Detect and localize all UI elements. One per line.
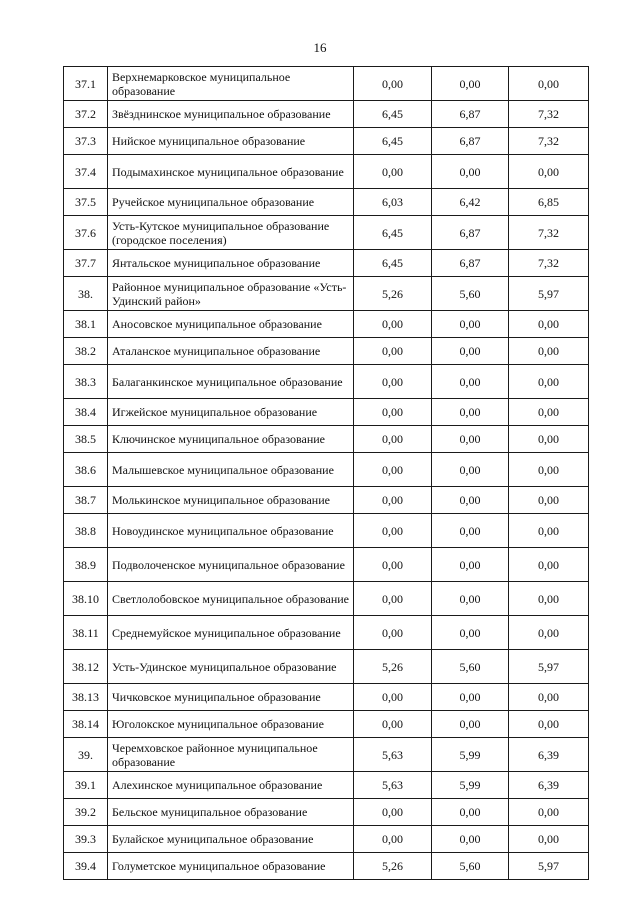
value-3: 0,00 [509,365,589,399]
municipality-name: Верхнемарковское муниципальное образование [108,67,354,101]
table-row [64,616,589,650]
value-2: 0,00 [432,453,509,487]
value-3: 0,00 [509,155,589,189]
row-number: 38.3 [64,365,108,399]
value-2: 6,42 [432,189,509,216]
value-3: 0,00 [509,826,589,853]
table-row [64,738,589,772]
table-row [64,772,589,799]
municipality-name: Алехинское муниципальное образование [108,772,354,799]
value-3: 0,00 [509,799,589,826]
value-3: 6,39 [509,772,589,799]
row-number: 38.14 [64,711,108,738]
value-1: 6,45 [354,101,432,128]
page-number: 16 [313,40,327,55]
table-row [64,277,589,311]
value-1: 0,00 [354,616,432,650]
value-1: 0,00 [354,684,432,711]
value-2: 0,00 [432,548,509,582]
value-1: 0,00 [354,67,432,101]
value-3: 5,97 [509,853,589,880]
table-row [64,338,589,365]
municipality-name: Новоудинское муниципальное образование [108,514,354,548]
table-row [64,487,589,514]
value-3: 0,00 [509,582,589,616]
value-2: 0,00 [432,399,509,426]
table-row [64,582,589,616]
value-2: 0,00 [432,684,509,711]
row-number: 39.1 [64,772,108,799]
row-number: 39. [64,738,108,772]
municipality-name: Ручейское муниципальное образование [108,189,354,216]
value-2: 6,87 [432,128,509,155]
data-table [63,66,589,880]
row-number: 37.6 [64,216,108,250]
value-3: 0,00 [509,684,589,711]
value-3: 0,00 [509,616,589,650]
municipality-name: Игжейское муниципальное образование [108,399,354,426]
municipality-name: Балаганкинское муниципальное образование [108,365,354,399]
value-2: 0,00 [432,155,509,189]
value-1: 5,63 [354,772,432,799]
municipality-name: Светлолобовское муниципальное образование [108,582,354,616]
value-3: 7,32 [509,250,589,277]
value-3: 5,97 [509,650,589,684]
table-row [64,67,589,101]
table-row [64,311,589,338]
row-number: 38.11 [64,616,108,650]
value-1: 0,00 [354,426,432,453]
value-3: 5,97 [509,277,589,311]
value-2: 0,00 [432,426,509,453]
row-number: 38. [64,277,108,311]
row-number: 38.5 [64,426,108,453]
value-3: 0,00 [509,67,589,101]
table-row [64,399,589,426]
municipality-name: Молькинское муниципальное образование [108,487,354,514]
table-row [64,548,589,582]
table-row [64,453,589,487]
row-number: 38.1 [64,311,108,338]
value-3: 6,85 [509,189,589,216]
value-1: 0,00 [354,711,432,738]
value-1: 6,03 [354,189,432,216]
table-row [64,128,589,155]
municipality-name: Малышевское муниципальное образование [108,453,354,487]
value-1: 0,00 [354,826,432,853]
value-2: 6,87 [432,250,509,277]
table-row [64,514,589,548]
row-number: 38.8 [64,514,108,548]
row-number: 38.12 [64,650,108,684]
value-2: 0,00 [432,365,509,399]
municipality-name: Звёзднинское муниципальное образование [108,101,354,128]
value-3: 7,32 [509,128,589,155]
value-2: 0,00 [432,67,509,101]
value-2: 0,00 [432,711,509,738]
value-2: 5,60 [432,853,509,880]
row-number: 38.9 [64,548,108,582]
row-number: 38.6 [64,453,108,487]
value-1: 5,26 [354,650,432,684]
value-2: 0,00 [432,582,509,616]
value-2: 0,00 [432,487,509,514]
value-3: 0,00 [509,548,589,582]
row-number: 39.4 [64,853,108,880]
table-row [64,650,589,684]
municipality-name: Усть-Кутское муниципальное образование (городское поселения) [108,216,354,250]
value-3: 0,00 [509,487,589,514]
value-3: 0,00 [509,711,589,738]
value-1: 0,00 [354,487,432,514]
value-1: 0,00 [354,365,432,399]
value-2: 0,00 [432,826,509,853]
value-2: 0,00 [432,338,509,365]
row-number: 37.5 [64,189,108,216]
value-3: 0,00 [509,399,589,426]
municipality-name: Аталанское муниципальное образование [108,338,354,365]
value-2: 5,99 [432,772,509,799]
value-1: 5,63 [354,738,432,772]
row-number: 38.2 [64,338,108,365]
row-number: 39.3 [64,826,108,853]
row-number: 38.10 [64,582,108,616]
row-number: 37.2 [64,101,108,128]
municipality-name: Голуметское муниципальное образование [108,853,354,880]
municipality-name: Подволоченское муниципальное образование [108,548,354,582]
value-2: 0,00 [432,311,509,338]
table-row [64,155,589,189]
value-2: 6,87 [432,216,509,250]
value-1: 0,00 [354,338,432,365]
value-2: 0,00 [432,514,509,548]
value-3: 7,32 [509,101,589,128]
municipality-name: Среднемуйское муниципальное образование [108,616,354,650]
municipality-name: Нийское муниципальное образование [108,128,354,155]
municipality-name: Усть-Удинское муниципальное образование [108,650,354,684]
municipality-name: Подымахинское муниципальное образование [108,155,354,189]
value-2: 0,00 [432,616,509,650]
value-1: 0,00 [354,399,432,426]
municipality-name: Юголокское муниципальное образование [108,711,354,738]
value-2: 5,60 [432,277,509,311]
row-number: 37.4 [64,155,108,189]
row-number: 37.1 [64,67,108,101]
table-row [64,101,589,128]
value-3: 7,32 [509,216,589,250]
value-1: 0,00 [354,548,432,582]
table-row [64,426,589,453]
value-3: 0,00 [509,514,589,548]
value-3: 0,00 [509,338,589,365]
municipality-name: Бельское муниципальное образование [108,799,354,826]
row-number: 37.7 [64,250,108,277]
row-number: 37.3 [64,128,108,155]
value-1: 0,00 [354,311,432,338]
municipality-name: Районное муниципальное образование «Усть-Удинский район» [108,277,354,311]
table-row [64,189,589,216]
table-row [64,365,589,399]
value-1: 6,45 [354,128,432,155]
row-number: 39.2 [64,799,108,826]
value-3: 0,00 [509,311,589,338]
value-1: 6,45 [354,250,432,277]
value-2: 5,99 [432,738,509,772]
value-1: 0,00 [354,514,432,548]
table-row [64,250,589,277]
value-1: 0,00 [354,799,432,826]
value-1: 6,45 [354,216,432,250]
value-1: 0,00 [354,155,432,189]
value-1: 5,26 [354,277,432,311]
table-row [64,684,589,711]
value-1: 0,00 [354,582,432,616]
municipality-name: Булайское муниципальное образование [108,826,354,853]
table-row [64,826,589,853]
value-3: 6,39 [509,738,589,772]
municipality-name: Ключинское муниципальное образование [108,426,354,453]
value-3: 0,00 [509,426,589,453]
municipality-name: Аносовское муниципальное образование [108,311,354,338]
value-3: 0,00 [509,453,589,487]
municipality-name: Черемховское районное муниципальное образование [108,738,354,772]
table-row [64,799,589,826]
row-number: 38.4 [64,399,108,426]
row-number: 38.13 [64,684,108,711]
municipality-name: Чичковское муниципальное образование [108,684,354,711]
table-row [64,711,589,738]
value-2: 5,60 [432,650,509,684]
value-1: 0,00 [354,453,432,487]
value-2: 6,87 [432,101,509,128]
value-2: 0,00 [432,799,509,826]
municipality-name: Янтальское муниципальное образование [108,250,354,277]
table-row [64,853,589,880]
table-row [64,216,589,250]
row-number: 38.7 [64,487,108,514]
value-1: 5,26 [354,853,432,880]
